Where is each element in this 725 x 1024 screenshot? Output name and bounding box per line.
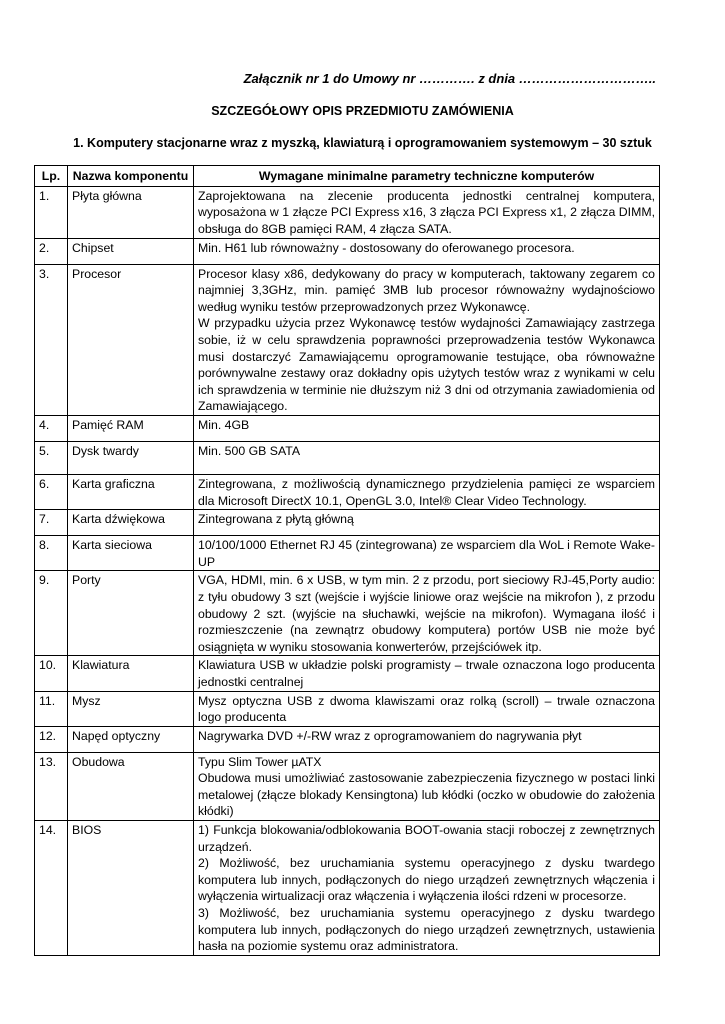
specification-table — [34, 165, 660, 956]
table-row — [35, 441, 660, 474]
table-row — [35, 821, 660, 956]
row-number: 3. — [35, 264, 68, 415]
requirement-paragraph: VGA, HDMI, min. 6 x USB, w tym min. 2 z przodu, port sieciowy RJ-45,Porty audio: z tyłu obudowy 3 szt (wejście i wyjście liniowe oraz wejście na mikrofon ), z przodu obudowy 2 szt. (wyjście na słuchawki, wejście na mikrofon). Wymagana ilość i rozmieszczenie (na zewnątrz obudowy komputera) portów USB nie może być osiągnięta w wyniku stosowania konwerterów, przejściówek itp. — [198, 573, 655, 654]
component-name: Mysz — [68, 691, 194, 726]
component-name: Pamięć RAM — [68, 415, 194, 441]
component-requirements — [194, 726, 660, 752]
column-header-parameters: Wymagane minimalne parametry techniczne komputerów — [194, 166, 660, 187]
row-number: 11. — [35, 691, 68, 726]
requirement-paragraph: Zintegrowana z płytą główną — [198, 512, 354, 527]
component-requirements — [194, 441, 660, 474]
component-name: BIOS — [68, 821, 194, 956]
component-requirements — [194, 656, 660, 691]
column-header-component: Nazwa komponentu — [68, 166, 194, 187]
table-header-row — [35, 166, 660, 187]
requirement-paragraph: Zintegrowana, z możliwością dynamicznego przydzielenia pamięci ze wsparciem dla Microsoft DirectX 10.1, OpenGL 3.0, Intel® Clear Video Technology. — [198, 476, 655, 508]
component-name: Karta graficzna — [68, 474, 194, 509]
component-requirements — [194, 238, 660, 264]
table-row — [35, 726, 660, 752]
component-requirements — [194, 415, 660, 441]
table-row — [35, 536, 660, 571]
table-row — [35, 691, 660, 726]
requirement-paragraph: Obudowa musi umożliwiać zastosowanie zabezpieczenia fizycznego w postaci linki metalowej (złącze blokady Kensingtona) lub kłódki (oczko w obudowie do założenia kłódki) — [198, 771, 655, 819]
component-name: Dysk twardy — [68, 441, 194, 474]
component-requirements — [194, 510, 660, 536]
requirement-paragraph: Min. H61 lub równoważny - dostosowany do oferowanego procesora. — [198, 240, 575, 255]
component-requirements — [194, 571, 660, 656]
row-number: 4. — [35, 415, 68, 441]
table-row — [35, 474, 660, 509]
requirement-paragraph: W przypadku użycia przez Wykonawcę testów wydajności Zamawiający zastrzega sobie, iż w celu sprawdzenia poprawności przeprowadzenia testów Wykonawca musi dostarczyć Zamawiającemu oprogramowanie testujące, oba równoważne porównywalne zestawy oraz dokładny opis użytych testów wraz z wynikami w celu ich sprawdzenia w terminie nie dłuższym niż 3 dni od otrzymania zawiadomienia od Zamawiającego. — [198, 316, 655, 414]
column-header-lp: Lp. — [35, 166, 68, 187]
row-number: 6. — [35, 474, 68, 509]
row-number: 1. — [35, 186, 68, 238]
requirement-paragraph: Mysz optyczna USB z dwoma klawiszami oraz rolką (scroll) – trwale oznaczona logo producenta — [198, 693, 655, 725]
requirement-paragraph: Procesor klasy x86, dedykowany do pracy w komputerach, taktowany zegarem co najmniej 3,3GHz, min. pamięć 3MB lub procesor równoważny wydajnościowo według wyniku testów przeprowadzonych przez Wykonawcę. — [198, 266, 655, 314]
row-number: 9. — [35, 571, 68, 656]
table-row — [35, 238, 660, 264]
section-heading: 1. Komputery stacjonarne wraz z myszką, klawiaturą i oprogramowaniem systemowym – 30 sztuk — [73, 136, 652, 150]
component-name: Płyta główna — [68, 186, 194, 238]
requirement-paragraph: 10/100/1000 Ethernet RJ 45 (zintegrowana) ze wsparciem dla WoL i Remote Wake-UP — [198, 538, 655, 569]
component-requirements — [194, 752, 660, 820]
document-title: SZCZEGÓŁOWY OPIS PRZEDMIOTU ZAMÓWIENIA — [211, 104, 514, 118]
requirement-paragraph: Typu Slim Tower µATX — [198, 754, 322, 769]
component-name: Obudowa — [68, 752, 194, 820]
table-row — [35, 571, 660, 656]
requirement-paragraph: Klawiatura USB w układzie polski programisty – trwale oznaczona logo producenta jednostki centralnej — [198, 658, 655, 689]
requirement-paragraph: Zaprojektowana na zlecenie producenta jednostki centralnej komputera, wyposażona w 1 złącze PCI Express x16, 3 złącza PCI Express x1, 2 złącza DIMM, obsługa do 8GB pamięci RAM, 4 złącza SATA. — [198, 188, 655, 236]
component-name: Procesor — [68, 264, 194, 415]
component-name: Karta sieciowa — [68, 536, 194, 571]
table-row — [35, 510, 660, 536]
table-row — [35, 186, 660, 238]
requirement-paragraph: 3) Możliwość, bez uruchamiania systemu operacyjnego z dysku twardego komputera lub innych, podłączonych do niego urządzeń zewnętrznych, ustawienia hasła na poziomie systemu oraz administratora. — [198, 906, 655, 954]
requirement-paragraph: Min. 4GB — [198, 417, 250, 432]
component-requirements — [194, 691, 660, 726]
component-requirements — [194, 474, 660, 509]
table-row — [35, 264, 660, 415]
requirement-paragraph: Min. 500 GB SATA — [198, 443, 301, 458]
row-number: 8. — [35, 536, 68, 571]
attachment-reference: Załącznik nr 1 do Umowy nr …………. z dnia ………………………….. — [243, 71, 656, 86]
component-name: Porty — [68, 571, 194, 656]
row-number: 5. — [35, 441, 68, 474]
row-number: 2. — [35, 238, 68, 264]
component-requirements — [194, 536, 660, 571]
component-requirements — [194, 186, 660, 238]
row-number: 14. — [35, 821, 68, 956]
table-row — [35, 656, 660, 691]
row-number: 10. — [35, 656, 68, 691]
table-row — [35, 752, 660, 820]
component-requirements — [194, 821, 660, 956]
row-number: 7. — [35, 510, 68, 536]
component-name: Klawiatura — [68, 656, 194, 691]
requirement-paragraph: 2) Możliwość, bez uruchamiania systemu operacyjnego z dysku twardego komputera lub innych, podłączonych do niego urządzeń zewnętrznych włączenia i wyłączenia wirtualizacji oraz włączenia i wyłączenia ilości rdzeni w procesorze. — [198, 856, 655, 904]
table-body — [35, 186, 660, 955]
requirement-paragraph: Nagrywarka DVD +/-RW wraz z oprogramowaniem do nagrywania płyt — [198, 728, 582, 743]
component-name: Napęd optyczny — [68, 726, 194, 752]
component-name: Karta dźwiękowa — [68, 510, 194, 536]
row-number: 12. — [35, 726, 68, 752]
component-name: Chipset — [68, 238, 194, 264]
row-number: 13. — [35, 752, 68, 820]
requirement-paragraph: 1) Funkcja blokowania/odblokowania BOOT-owania stacji roboczej z zewnętrznych urządzeń. — [198, 823, 655, 854]
component-requirements — [194, 264, 660, 415]
table-row — [35, 415, 660, 441]
